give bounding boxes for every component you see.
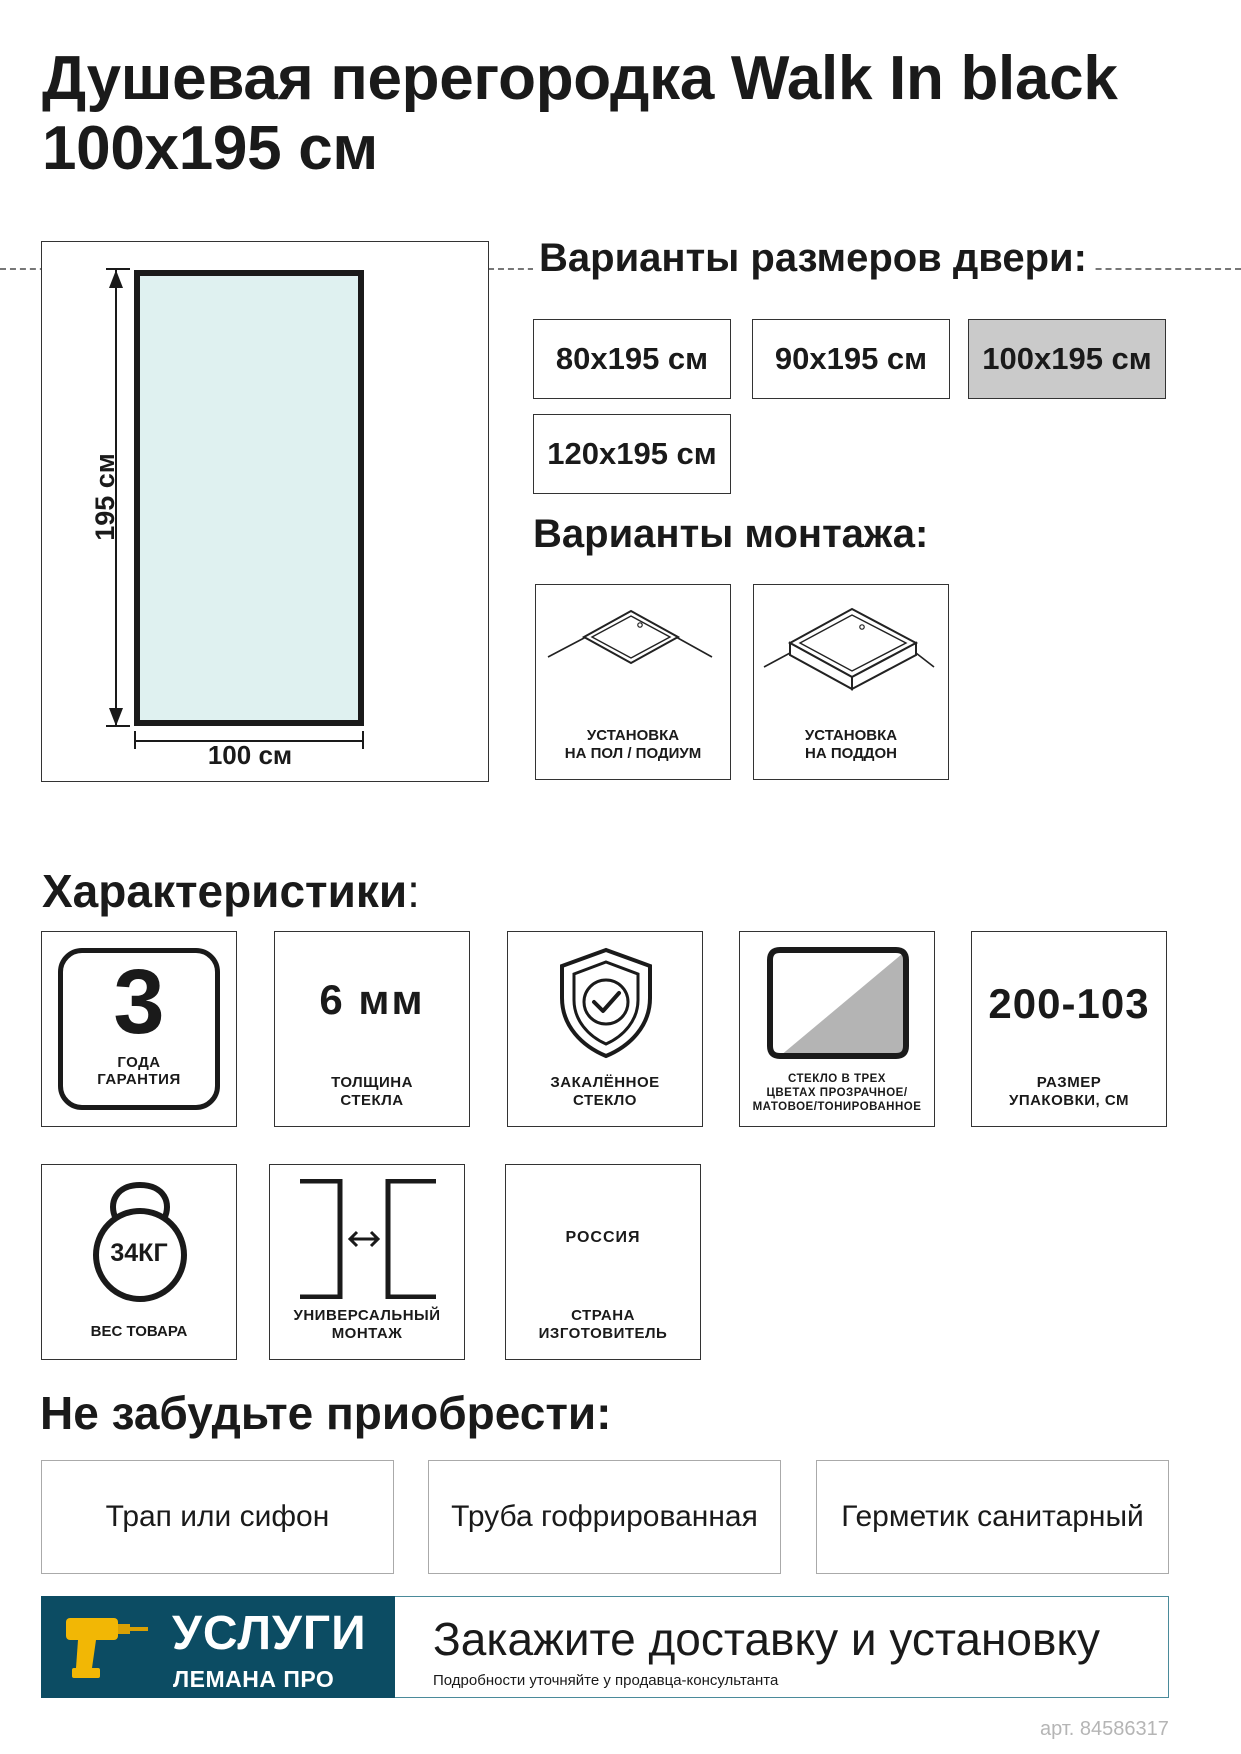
country-value: РОССИЯ	[565, 1229, 641, 1246]
universal-mount-card	[269, 1164, 465, 1360]
weight-card	[41, 1164, 237, 1360]
tempered-line1: ЗАКАЛЁННОЕ	[550, 1074, 660, 1091]
buy-item-sealant[interactable]: Герметик санитарный	[816, 1460, 1169, 1574]
country-line1: СТРАНА	[571, 1307, 635, 1324]
tempered-card	[507, 931, 703, 1127]
characteristics-heading	[42, 864, 420, 918]
weight-line1: ВЕС ТОВАРА	[90, 1323, 188, 1340]
page-title	[42, 44, 1212, 184]
glass-colors-icon	[766, 946, 910, 1060]
size-option-100x195-selected[interactable]: 100x195 см	[968, 319, 1166, 399]
title-line-1: Душевая перегородка Walk In black	[42, 44, 1118, 113]
size-option-120x195[interactable]: 120x195 см	[533, 414, 731, 494]
services-note: Подробности уточняйте у продавца-консультанта	[433, 1672, 779, 1689]
mounting-heading: Варианты монтажа:	[533, 512, 929, 556]
sizes-heading: Варианты размеров двери:	[533, 236, 1093, 281]
buy-item-drain[interactable]: Трап или сифон	[41, 1460, 394, 1574]
package-size-line1: РАЗМЕР	[1036, 1074, 1102, 1091]
services-call-to-action: Закажите доставку и установку	[433, 1613, 1101, 1665]
universal-mount-line1: УНИВЕРСАЛЬНЫЙ	[293, 1307, 441, 1324]
buy-heading: Не забудьте приобрести:	[40, 1387, 612, 1439]
country-card	[505, 1164, 701, 1360]
characteristics-heading-colon: :	[407, 865, 420, 917]
width-label: 100 см	[207, 740, 293, 770]
thickness-line2: СТЕКЛА	[340, 1092, 404, 1109]
mounting-tray-line2: НА ПОДДОН	[805, 745, 897, 762]
glass-colors-line1: СТЕКЛО В ТРЕХ	[788, 1073, 886, 1085]
shield-check-icon	[556, 946, 656, 1060]
package-size-card	[971, 931, 1167, 1127]
title-line-2: 100x195 см	[42, 114, 378, 183]
thickness-line1: ТОЛЩИНА	[331, 1074, 413, 1091]
universal-mount-line2: МОНТАЖ	[331, 1325, 403, 1342]
warranty-line1: ГОДА	[117, 1054, 161, 1071]
country-line2: ИЗГОТОВИТЕЛЬ	[538, 1325, 668, 1342]
drill-icon	[62, 1612, 152, 1682]
glass-colors-card	[739, 931, 935, 1127]
article-number: арт. 84586317	[1040, 1718, 1169, 1740]
weight-value: 34КГ	[110, 1239, 168, 1267]
glass-colors-line3: МАТОВОЕ/ТОНИРОВАННОЕ	[752, 1101, 922, 1113]
dimension-tick	[362, 731, 364, 749]
size-option-90x195[interactable]: 90x195 см	[752, 319, 950, 399]
warranty-value: 3	[113, 951, 165, 1053]
arrow-down-icon	[109, 708, 123, 726]
mounting-floor-card	[535, 584, 731, 780]
characteristics-heading-text: Характеристики	[42, 865, 408, 917]
mounting-tray-line1: УСТАНОВКА	[804, 727, 898, 744]
thickness-value: 6 мм	[319, 976, 425, 1023]
services-title: УСЛУГИ	[172, 1607, 367, 1660]
size-option-80x195[interactable]: 80x195 см	[533, 319, 731, 399]
thickness-card	[274, 931, 470, 1127]
glass-colors-line2: ЦВЕТАХ ПРОЗРАЧНОЕ/	[766, 1087, 908, 1099]
tempered-line2: СТЕКЛО	[573, 1092, 637, 1109]
mounting-floor-line1: УСТАНОВКА	[586, 727, 680, 744]
arrow-up-icon	[109, 270, 123, 288]
dimension-tick	[106, 725, 130, 727]
buy-item-pipe[interactable]: Труба гофрированная	[428, 1460, 781, 1574]
mounting-floor-line2: НА ПОЛ / ПОДИУМ	[564, 745, 702, 762]
glass-panel-illustration	[134, 270, 364, 726]
universal-mount-icon	[298, 1179, 438, 1299]
package-size-line2: УПАКОВКИ, СМ	[1008, 1092, 1129, 1109]
services-subtitle: ЛЕМАНА ПРО	[173, 1666, 335, 1692]
warranty-line2: ГАРАНТИЯ	[97, 1071, 181, 1088]
warranty-card	[41, 931, 237, 1127]
package-size-value: 200-103	[988, 980, 1150, 1027]
dimension-tick	[106, 268, 130, 270]
height-label: 195 см	[90, 453, 120, 541]
dimension-tick	[134, 731, 136, 749]
mounting-tray-card	[753, 584, 949, 780]
